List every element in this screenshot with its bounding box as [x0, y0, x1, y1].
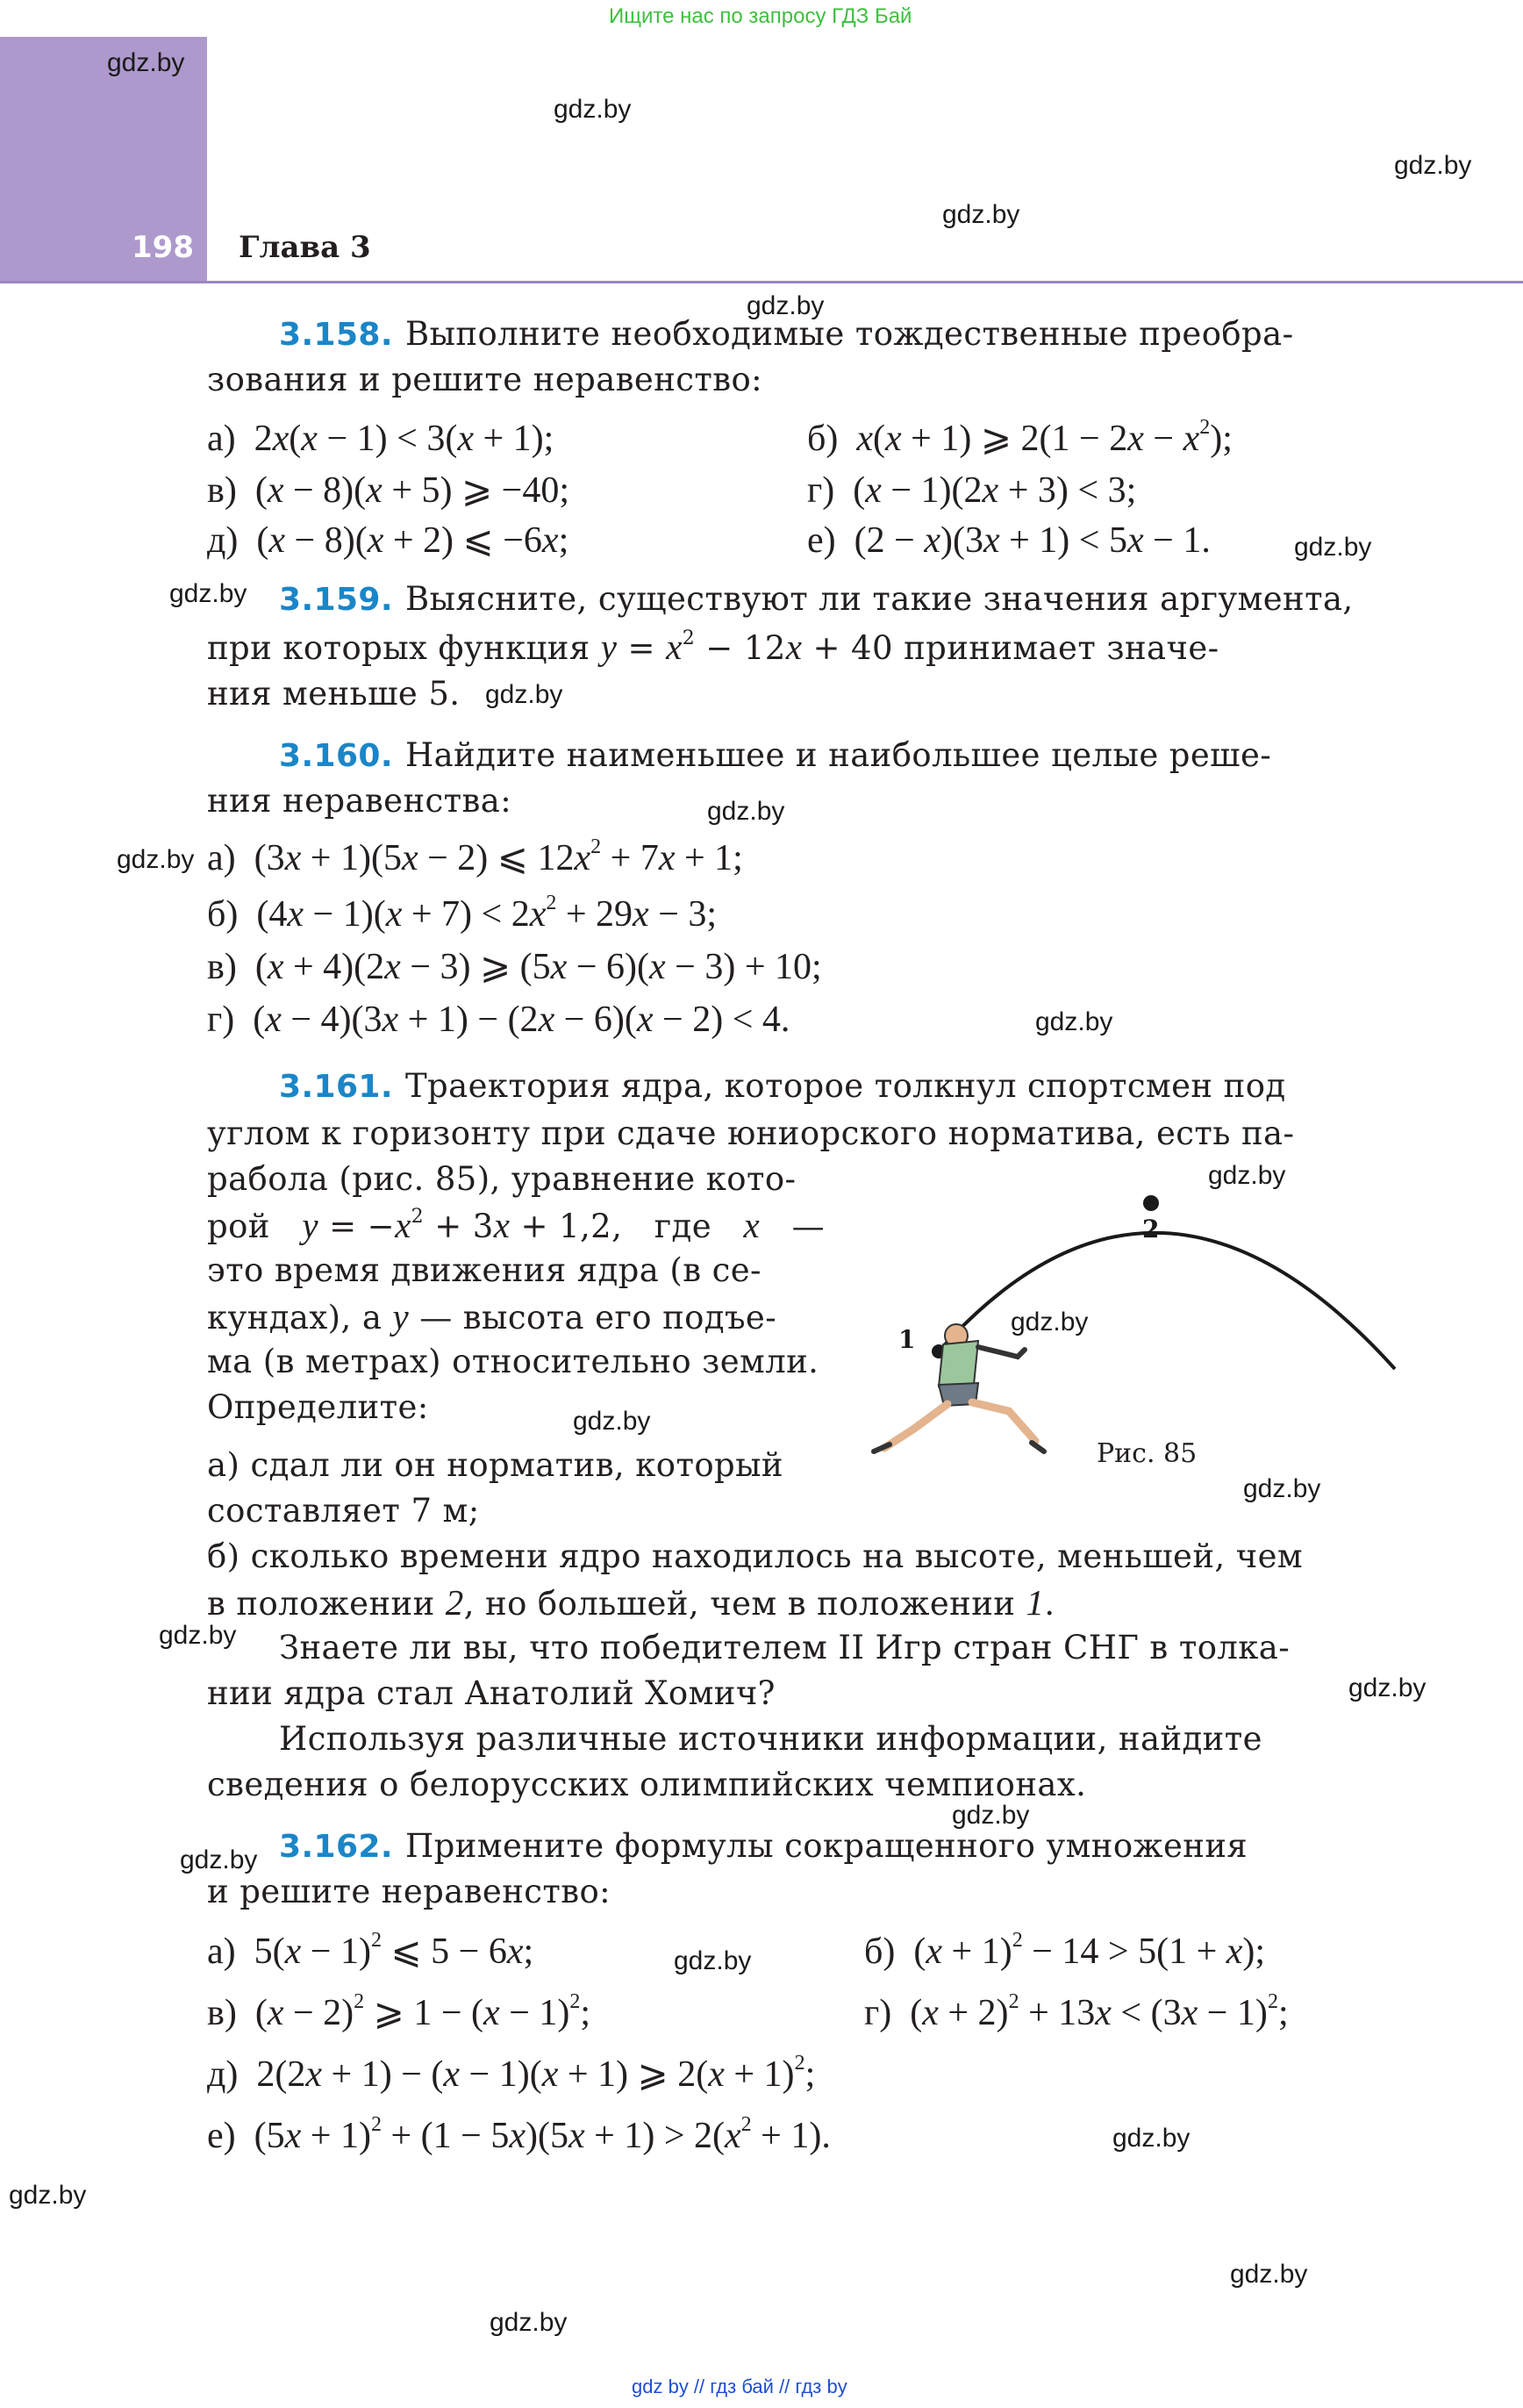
chapter-title: Глава 3: [239, 230, 371, 265]
watermark: gdz.by: [942, 200, 1020, 229]
watermark: gdz.by: [117, 845, 195, 874]
item-3-162-v: в) $(x - 2)^2$ ⩾ $1 - (x - 1)^2$;: [207, 1990, 591, 2033]
exercise-3-160-line-1: 3.160. Найдите наименьшее и наибольшее целые реше-: [279, 736, 1272, 774]
exercise-3-161-line-8: Определите:: [207, 1388, 429, 1426]
watermark: gdz.by: [485, 680, 563, 709]
exercise-3-161-line-7: ма (в метрах) относительно земли.: [207, 1343, 819, 1380]
item-3-162-e: е) $(5x + 1)^2 + (1 - 5x)(5x + 1) > 2(x^2 + 1)$.: [207, 2113, 831, 2156]
item-3-158-g: г) (x − 1)(2x + 3) < 3;: [807, 470, 1137, 511]
exercise-3-158-line-2: зования и решите неравенство:: [207, 361, 763, 398]
watermark: gdz.by: [1035, 1007, 1113, 1036]
item-3-160-v: в) (x + 4)(2x − 3) ⩾ (5x − 6)(x − 3) + 10;: [207, 947, 822, 987]
page-number: 198: [132, 230, 194, 265]
watermark: gdz.by: [9, 2181, 87, 2210]
watermark: gdz.by: [1294, 533, 1372, 562]
exercise-3-160-line-2: ния неравенства:: [207, 782, 512, 820]
watermark: gdz.by: [490, 2308, 568, 2337]
exercise-3-158-line-1: 3.158. Выполните необходимые тождественные преобра-: [279, 315, 1294, 353]
item-3-160-g: г) (x − 4)(3x + 1) − (2x − 6)(x − 2) < 4.: [207, 1000, 790, 1040]
watermark: gdz.by: [747, 291, 825, 320]
item-3-158-d: д) (x − 8)(x + 2) ⩽ −6x;: [207, 520, 569, 561]
watermark: gdz.by: [952, 1801, 1030, 1830]
watermark: gdz.by: [169, 579, 247, 608]
point-1-label: 1: [898, 1325, 916, 1354]
watermark: gdz.by: [674, 1946, 752, 1975]
watermark: gdz.by: [573, 1407, 651, 1436]
watermark: gdz.by: [1011, 1308, 1089, 1337]
exercise-3-161-line-4: рой $y = -x^2 + 3x + 1,2$, где x —: [207, 1205, 826, 1245]
watermark: gdz.by: [1348, 1673, 1426, 1702]
exercise-3-162-line-1: 3.162. Примените формулы сокращенного умножения: [279, 1827, 1248, 1865]
item-3-162-a: а) $5(x - 1)^2$ ⩽ 5 − 6x;: [207, 1929, 534, 1972]
watermark: gdz.by: [1112, 2124, 1191, 2153]
exercise-3-161-know-line-1: Знаете ли вы, что победителем II Игр стран СНГ в толка-: [279, 1629, 1291, 1666]
item-3-160-a: а) (3x + 1)(5x − 2) ⩽ $12x^2 + 7x + 1$;: [207, 835, 743, 878]
watermark: gdz.by: [707, 797, 785, 826]
exercise-3-161-a-line-2: составляет 7 м;: [207, 1492, 480, 1530]
exercise-3-161-line-5: это время движения ядра (в се-: [207, 1251, 762, 1289]
item-3-162-g: г) $(x + 2)^2 + 13x < (3x - 1)^2$;: [864, 1990, 1289, 2033]
watermark: gdz.by: [554, 95, 632, 124]
point-2-label: 2: [1142, 1215, 1160, 1243]
exercise-number: 3.160.: [279, 738, 393, 774]
exercise-number: 3.161.: [279, 1069, 393, 1105]
exercise-3-161-b-line-2: в положении 2, но большей, чем в положении 1.: [207, 1582, 1055, 1623]
item-3-158-e: е) (2 − x)(3x + 1) < 5x − 1.: [807, 520, 1211, 561]
exercise-3-161-a-line-1: а) сдал ли он норматив, который: [207, 1446, 783, 1484]
item-3-162-b: б) $(x + 1)^2 - 14 > 5(1 + x)$;: [864, 1929, 1266, 1972]
watermark: gdz.by: [107, 48, 185, 77]
exercise-3-161-line-2: углом к горизонту при сдаче юниорского норматива, есть па-: [207, 1114, 1295, 1152]
exercise-3-161-line-3: рабола (рис. 85), уравнение кото-: [207, 1160, 797, 1198]
exercise-3-161-use-line-2: сведения о белорусских олимпийских чемпионах.: [207, 1766, 1087, 1803]
exercise-number: 3.158.: [279, 317, 393, 353]
exercise-3-161-line-1: 3.161. Траектория ядра, которое толкнул спортсмен под: [279, 1067, 1286, 1105]
item-3-162-d: д) 2(2x + 1) − (x − 1)(x + 1) ⩾ $2(x + 1)^2$;: [207, 2052, 816, 2095]
exercise-number: 3.159.: [279, 582, 393, 618]
exercise-number: 3.162.: [279, 1829, 393, 1865]
point-2-marker: [1143, 1195, 1159, 1211]
figure-caption: Рис. 85: [1097, 1438, 1198, 1469]
figure-85-trajectory: [869, 1150, 1430, 1492]
exercise-3-161-know-line-2: нии ядра стал Анатолий Хомич?: [207, 1674, 776, 1712]
exercise-3-161-use-line-1: Используя различные источники информации, найдите: [279, 1720, 1262, 1758]
watermark: gdz.by: [1208, 1161, 1286, 1190]
parabola-curve: [939, 1233, 1395, 1369]
header-rule: [0, 281, 1523, 283]
exercise-3-159-line-2: при которых функция $y = x^2 - 12x + 40$ принимает значе-: [207, 627, 1219, 667]
source-banner[interactable]: Ищите нас по запросу ГДЗ Бай: [609, 4, 912, 28]
exercise-3-159-line-1: 3.159. Выясните, существуют ли такие значения аргумента,: [279, 580, 1354, 618]
watermark: gdz.by: [1394, 151, 1472, 180]
watermark: gdz.by: [1243, 1474, 1321, 1503]
item-3-158-a: а) 2x(x − 1) < 3(x + 1);: [207, 419, 554, 459]
watermark: gdz.by: [180, 1845, 258, 1874]
exercise-3-159-line-3: ния меньше 5.: [207, 675, 461, 713]
exercise-3-161-b-line-1: б) сколько времени ядро находилось на высоте, меньшей, чем: [207, 1537, 1304, 1575]
source-footer[interactable]: gdz by // гдз бай // гдз by: [632, 2376, 847, 2397]
watermark: gdz.by: [159, 1621, 237, 1650]
exercise-3-162-line-2: и решите неравенство:: [207, 1873, 611, 1910]
watermark: gdz.by: [1230, 2260, 1308, 2289]
item-3-160-b: б) $(4x - 1)(x + 7) < 2x^2 + 29x - 3$;: [207, 892, 718, 935]
exercise-3-161-line-6: кундах), а y — высота его подъе-: [207, 1296, 777, 1337]
item-3-158-b: б) x(x + 1) ⩾ $2(1 - 2x - x^2)$;: [807, 416, 1233, 459]
item-3-158-v: в) (x − 8)(x + 5) ⩾ −40;: [207, 470, 570, 511]
